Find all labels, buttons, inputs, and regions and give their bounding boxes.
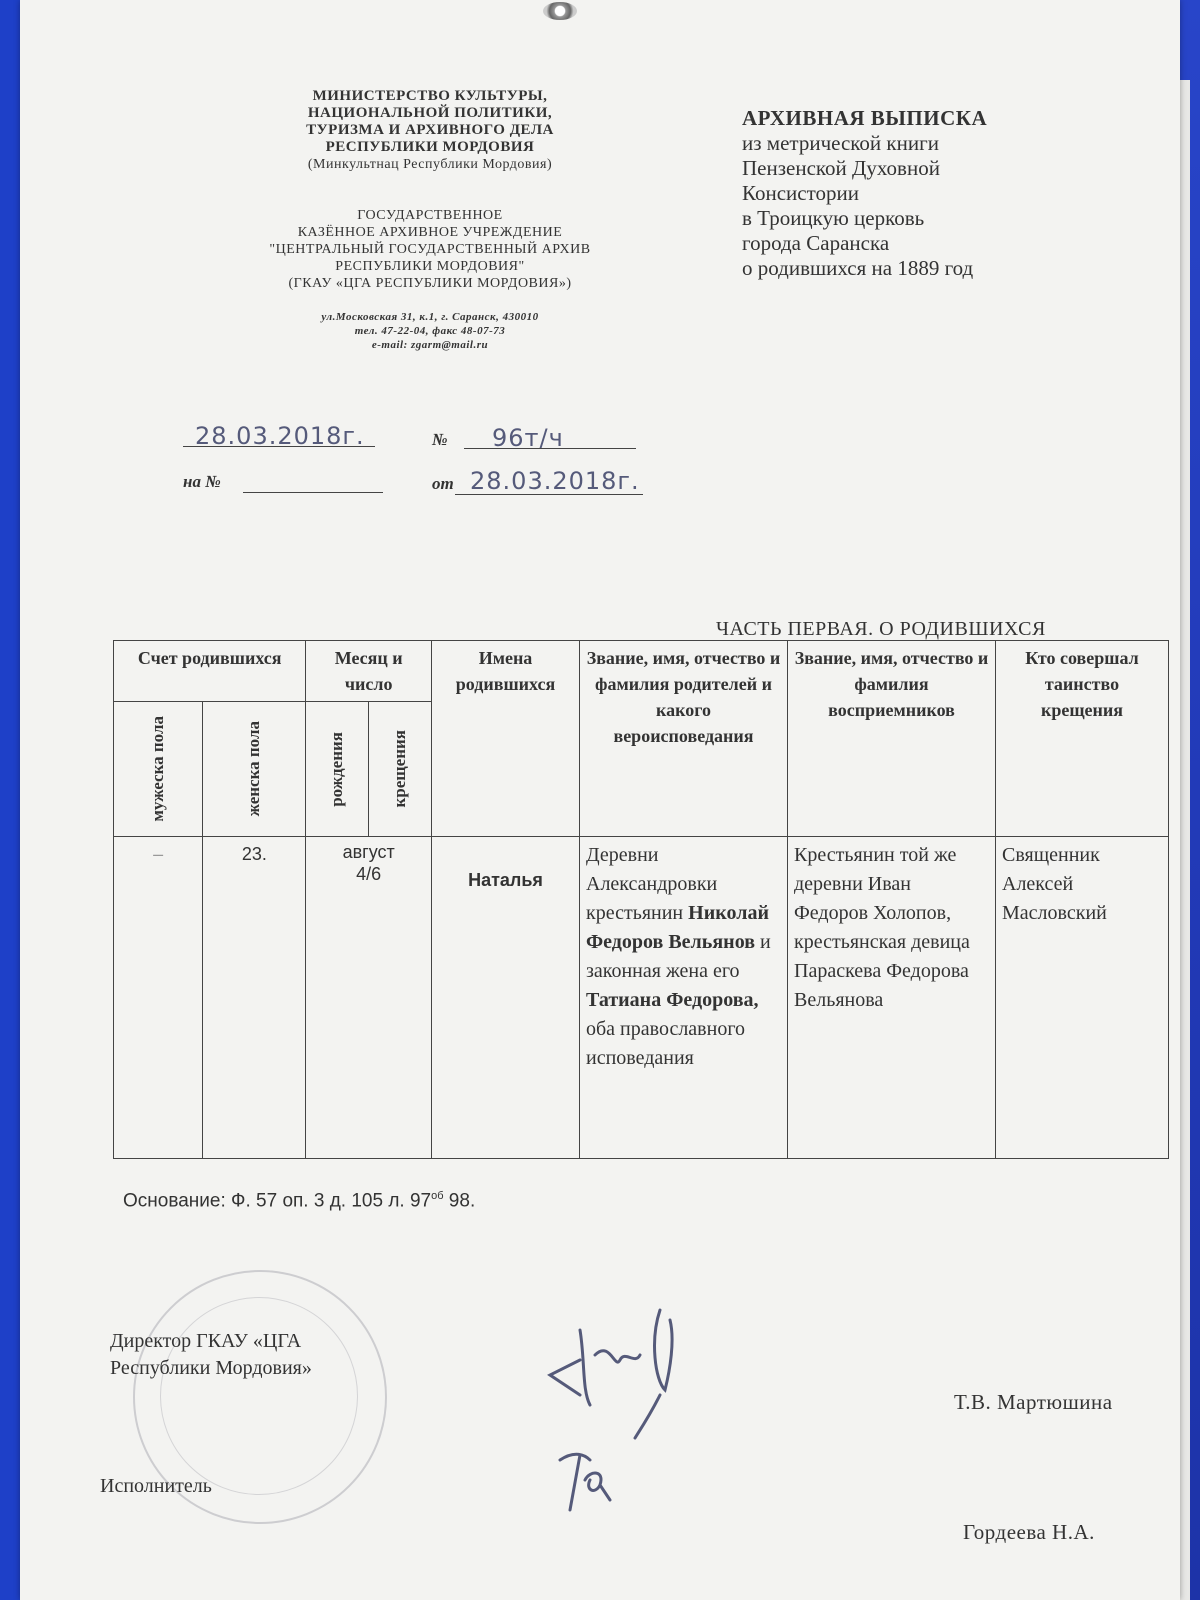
cell-parents <box>580 837 788 1159</box>
extract-line: города Саранска <box>742 231 890 255</box>
extract-line: Пензенской Духовной <box>742 156 940 180</box>
org-header <box>220 88 640 352</box>
ref-underline <box>243 492 383 493</box>
director-label <box>110 1328 312 1382</box>
director-label-line: Директор ГКАУ «ЦГА <box>110 1330 302 1352</box>
header-month: Месяц и число <box>306 641 432 702</box>
father-name: Николай Федоров Вельянов <box>586 902 769 953</box>
extract-title: АРХИВНАЯ ВЫПИСКА <box>742 106 988 130</box>
header-godparents: Звание, имя, отчество и фамилия восприемников <box>788 641 996 837</box>
director-name: Т.В. Мартюшина <box>954 1390 1113 1414</box>
header-male <box>114 702 203 837</box>
cell-godparents: Крестьянин той же деревни Иван Федоров Холопов, крестьянская девица Параскева Федорова Вельянова <box>788 837 996 1159</box>
ministry-line: ТУРИЗМА И АРХИВНОГО ДЕЛА <box>306 122 554 138</box>
extract-line: Консистории <box>742 181 859 205</box>
header-baptism-label: крещения <box>390 730 410 808</box>
executor-name: Гордеева Н.А. <box>963 1520 1095 1544</box>
header-names: Имена родившихся <box>432 641 580 837</box>
archive-line: КАЗЁННОЕ АРХИВНОЕ УЧРЕЖДЕНИЕ <box>297 225 563 240</box>
date-underline <box>183 446 375 447</box>
parents-conj: и законная жена его <box>586 931 771 982</box>
archive-line: ГОСУДАРСТВЕННОЕ <box>357 208 503 223</box>
registration-date: 28.03.2018г. <box>195 422 365 450</box>
phone-line: тел. 47-22-04, факс 48-07-73 <box>354 325 506 337</box>
archive-line: РЕСПУБЛИКИ МОРДОВИЯ" <box>335 259 525 274</box>
header-birth-label: рождения <box>327 731 347 807</box>
extract-line: в Троицкую церковь <box>742 206 925 230</box>
header-female-label: женска пола <box>244 721 264 817</box>
number-label: № <box>432 430 448 449</box>
header-priest: Кто совершал таинство крещения <box>996 641 1169 837</box>
from-underline <box>455 494 643 495</box>
ref-label: на № <box>183 472 221 491</box>
email-line: e-mail: zgarm@mail.ru <box>371 339 489 351</box>
table-row <box>114 837 1169 1159</box>
part-title: ЧАСТЬ ПЕРВАЯ. О РОДИВШИХСЯ <box>716 618 1046 640</box>
cell-male: – <box>114 837 203 1159</box>
number-underline <box>464 448 636 449</box>
from-label: от <box>432 474 454 493</box>
executor-label: Исполнитель <box>100 1475 212 1497</box>
archive-line: "ЦЕНТРАЛЬНЫЙ ГОСУДАРСТВЕННЫЙ АРХИВ <box>269 242 591 257</box>
ministry-line: НАЦИОНАЛЬНОЙ ПОЛИТИКИ, <box>307 105 553 121</box>
extract-line: о родившихся на 1889 год <box>742 256 974 280</box>
ministry-short: (Минкультнац Республики Мордовия) <box>307 157 553 172</box>
registration-number: 96т/ч <box>492 424 564 452</box>
ministry-line: РЕСПУБЛИКИ МОРДОВИЯ <box>325 139 535 155</box>
extract-line: из метрической книги <box>742 131 939 155</box>
cell-female: 23. <box>203 837 306 1159</box>
grommet-icon <box>543 2 577 20</box>
header-birth <box>306 702 369 837</box>
address-block <box>220 310 640 352</box>
director-label-line: Республики Мордовия» <box>110 1357 312 1379</box>
cell-month <box>306 837 432 1159</box>
director-signature <box>540 1300 710 1440</box>
basis-sup: об <box>431 1190 444 1202</box>
basis-text: Ф. 57 оп. 3 д. 105 л. 97 <box>231 1190 432 1212</box>
cell-name: Наталья <box>432 837 580 1159</box>
ministry-line: МИНИСТЕРСТВО КУЛЬТУРЫ, <box>312 88 548 104</box>
basis-line <box>123 1190 475 1212</box>
month-dates: 4/6 <box>356 864 382 884</box>
executor-signature <box>550 1440 620 1520</box>
header-count: Счет родившихся <box>114 641 306 702</box>
parents-faith: оба православного исповедания <box>586 1018 746 1069</box>
parents-origin: Деревни Александровки крестьянин <box>586 844 718 924</box>
header-baptism <box>369 702 432 837</box>
archive-short: (ГКАУ «ЦГА РЕСПУБЛИКИ МОРДОВИЯ») <box>288 276 572 291</box>
mother-name: Татиана Федорова, <box>586 989 759 1011</box>
month-name: август <box>342 842 395 862</box>
from-date: 28.03.2018г. <box>470 467 640 495</box>
extract-header <box>742 106 1102 281</box>
header-male-label: мужеска пола <box>148 716 168 822</box>
header-parents: Звание, имя, отчество и фамилия родителей и какого вероисповедания <box>580 641 788 837</box>
births-table <box>113 640 1169 1159</box>
cell-priest: Священник Алексей Масловский <box>996 837 1169 1159</box>
basis-end: 98. <box>443 1190 476 1212</box>
header-female <box>203 702 306 837</box>
basis-label: Основание: <box>123 1190 226 1212</box>
address-line: ул.Московская 31, к.1, г. Саранск, 430010 <box>321 311 539 323</box>
